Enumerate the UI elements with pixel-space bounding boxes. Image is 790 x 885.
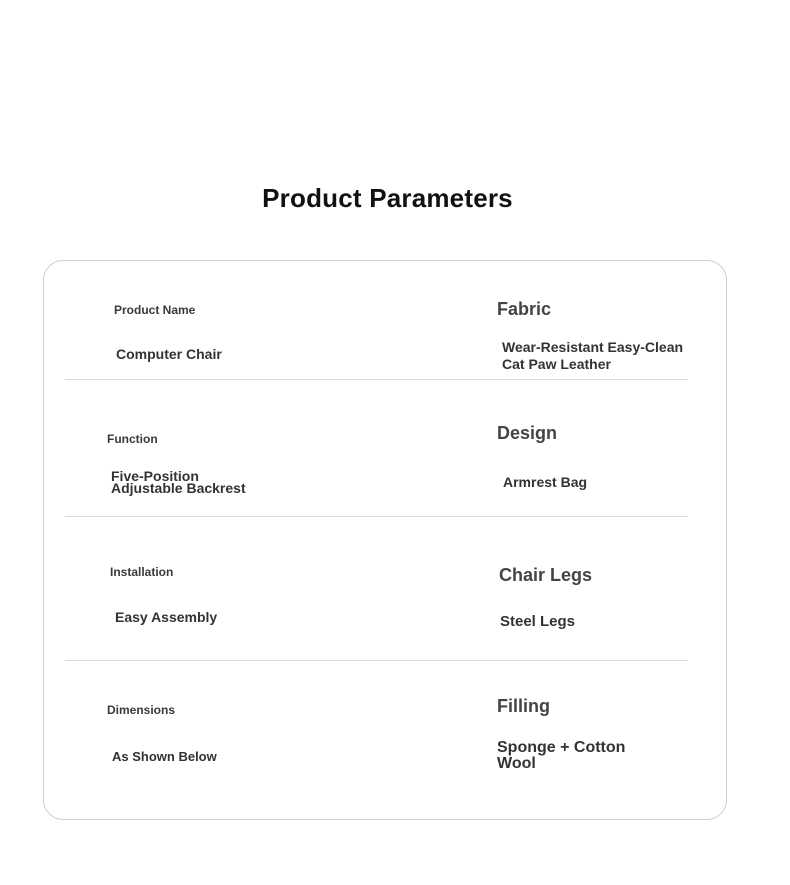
param-value-filling: Sponge + Cotton Wool <box>497 739 626 772</box>
param-label-fabric: Fabric <box>497 299 552 319</box>
param-label-dimensions: Dimensions <box>107 703 176 717</box>
row-divider <box>65 660 688 661</box>
param-label-installation: Installation <box>110 565 174 579</box>
param-label-product-name: Product Name <box>114 303 196 317</box>
param-value-design: Armrest Bag <box>503 474 588 490</box>
param-label-design: Design <box>497 423 558 443</box>
param-label-function: Function <box>107 432 158 446</box>
param-value-dimensions: As Shown Below <box>112 749 217 764</box>
param-value-function: Five-Position Adjustable Backrest <box>111 468 246 496</box>
param-label-chair-legs: Chair Legs <box>499 565 593 585</box>
param-value-fabric: Wear-Resistant Easy-Clean Cat Paw Leather <box>502 339 684 372</box>
param-value-product-name: Computer Chair <box>116 346 222 362</box>
row-divider <box>65 516 688 517</box>
param-label-filling: Filling <box>497 696 550 716</box>
param-value-installation: Easy Assembly <box>115 609 218 625</box>
param-value-chair-legs: Steel Legs <box>500 613 576 630</box>
page-title: Product Parameters <box>262 183 513 213</box>
row-divider <box>65 379 688 380</box>
